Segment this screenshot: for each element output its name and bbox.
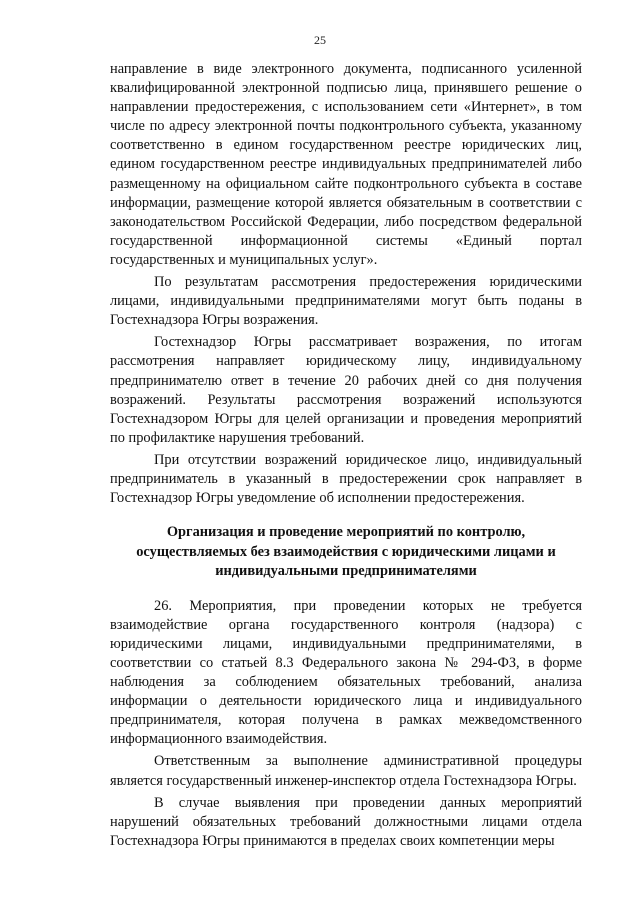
paragraph-clause-26: 26. Мероприятия, при проведении которых не требуется взаимодействие органа государственного контроля (надзора) с юридическими лицами, индивидуальными предпринимателями, в соответствии со статьей 8.3 Федерального закона № 294-ФЗ, в форме наблюдения за соблюдением обязательных требований, анализа информации о деятельности юридического лица и индивидуального предпринимателя, которая получена в рамках межведомственного информационного взаимодействия. [110, 597, 582, 748]
paragraph-delivery-method: направление в виде электронного документа, подписанного усиленной квалифицированной электронной подписью лица, принявшего решение о направлении предостережения, с использованием сети «Интернет», в том числе по адресу электронной почты подконтрольного субъекта, указанному соответственно в едином государственном реестре юридических лиц, едином государственном реестре индивидуальных предпринимателей либо размещенному на официальном сайте подконтрольного субъекта в составе информации, размещение которой является обязательным в соответствии с законодательством Российской Федерации, либо посредством федеральной государственной информационной системы «Единый портал государственных и муниципальных услуг». [110, 61, 582, 268]
paragraph-responsible-person: Ответственным за выполнение административной процедуры является государственный инженер-инспектор отдела Гостехнадзора Югры. [110, 753, 582, 789]
paragraph-no-objections: При отсутствии возражений юридическое лицо, индивидуальный предприниматель в указанный в предостережении срок направляет в Гостехнадзор Югры уведомление об исполнении предостережения. [110, 451, 582, 507]
page-body [110, 60, 582, 851]
paragraph-objections-filing: По результатам рассмотрения предостережения юридическими лицами, индивидуальными предпринимателями могут быть поданы в Гостехнадзора Югры возражения. [110, 274, 582, 329]
page-number: 25 [314, 33, 326, 47]
paragraph-objections-review: Гостехнадзор Югры рассматривает возражения, по итогам рассмотрения направляет юридическому лицу, индивидуальному предпринимателю ответ в течение 20 рабочих дней со дня получения возражений. Результаты рассмотрения возражений используются Гостехнадзором Югры для целей организации и проведения мероприятий по профилактике нарушения требований. [110, 334, 582, 446]
section-heading: Организация и проведение мероприятий по контролю, осуществляемых без взаимодействия с юридическими лицами и индивидуальными предпринимателями [136, 524, 556, 580]
paragraph-violations-found: В случае выявления при проведении данных мероприятий нарушений обязательных требований должностными лицами отдела Гостехнадзора Югры принимаются в пределах своих компетенции меры [110, 794, 582, 849]
